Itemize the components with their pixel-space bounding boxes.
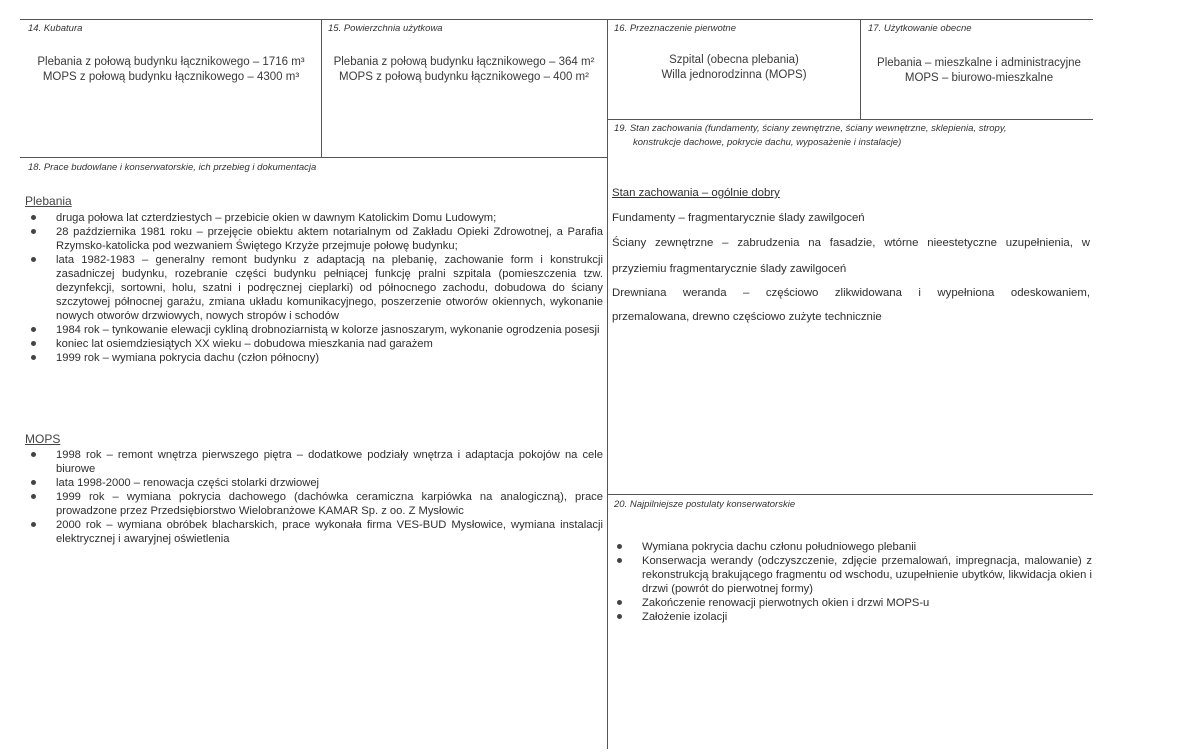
list-item: 28 października 1981 roku – przejęcie obiektu aktem notarialnym od Zakładu Opieki Zdrowotnej, a Parafia Rzymsko-katolicka pod wezwaniem Świętego Krzyże przejmuje połowę budynku; xyxy=(25,225,603,253)
field-19-caption-1: 19. Stan zachowania (fundamenty, ściany zewnętrzne, ściany wewnętrzne, sklepienia, stropy, xyxy=(614,123,1007,134)
field-19-caption-2: konstrukcje dachowe, pokrycie dachu, wyposażenie i instalacje) xyxy=(633,137,902,148)
list-item: druga połowa lat czterdziestych – przebicie okien w dawnym Katolickim Domu Ludowym; xyxy=(25,211,603,225)
row1-divider-left xyxy=(20,157,607,158)
mops-list xyxy=(25,448,603,546)
plebania-heading: Plebania xyxy=(25,194,72,208)
list-item: lata 1982-1983 – generalny remont budynku z adaptacją na plebanię, zachowanie form i konstrukcji zasadniczej budynku, rozebranie części budynku pełniącej funkcję pralni szpitala (pomieszczenia tzw. dezynfekcji, sortowni, holu, szatni i podręcznej cieplarki) od północnego zachodu, dobudowa do ściany szczytowej północnej garażu, zmiana układu komunikacyjnego, poszerzenie otworów okiennych, wykonanie nowych otworów drzwiowych, nowych stropów i schodów xyxy=(25,253,603,323)
col-divider-main xyxy=(607,19,608,749)
field-14-content xyxy=(22,55,320,85)
field-16-line-1: Szpital (obecna plebania) xyxy=(669,54,799,66)
field-20-divider xyxy=(607,494,1093,495)
field-15-line-1: Plebania z połową budynku łącznikowego – 364 m² xyxy=(333,56,595,68)
postulaty-list xyxy=(611,540,1092,624)
mops-heading: MOPS xyxy=(25,432,61,446)
list-item: 1998 rok – remont wnętrza pierwszego piętra – dodatkowe podziały wnętrza i adaptacja pokojów na cele biurowe xyxy=(25,448,603,476)
field-17-content xyxy=(862,56,1096,86)
field-20-caption: 20. Najpilniejsze postulaty konserwatorskie xyxy=(614,499,796,510)
field-16-caption: 16. Przeznaczenie pierwotne xyxy=(614,23,736,34)
field-14-line-2: MOPS z połową budynku łącznikowego – 4300 m³ xyxy=(42,71,300,83)
plebania-list xyxy=(25,211,603,365)
list-item: Wymiana pokrycia dachu członu południowego plebanii xyxy=(611,540,1092,554)
col-divider-14-15 xyxy=(321,19,322,157)
field-19-line-3b: przemalowana, drewno częściowo zużyte technicznie xyxy=(612,311,882,323)
list-item: koniec lat osiemdziesiątych XX wieku – dobudowa mieszkania nad garażem xyxy=(25,337,603,351)
col-divider-16-17 xyxy=(860,19,861,119)
field-15-caption: 15. Powierzchnia użytkowa xyxy=(328,23,443,34)
field-15-content xyxy=(323,55,605,85)
list-item: Założenie izolacji xyxy=(611,610,1092,624)
field-14-line-1: Plebania z połową budynku łącznikowego – 1716 m³ xyxy=(37,56,305,68)
field-19-heading: Stan zachowania – ogólnie dobry xyxy=(612,187,780,199)
list-item: 2000 rok – wymiana obróbek blacharskich, prace wykonała firma VES-BUD Mysłowice, wymiana instalacji elektrycznej i awaryjnej oświetlenia xyxy=(25,518,603,546)
field-19-line-1: Fundamenty – fragmentarycznie ślady zawilgoceń xyxy=(612,212,865,224)
list-item: Konserwacja werandy (odczyszczenie, zdjęcie przemalowań, impregnacja, malowanie) z rekonstrukcją brakującego fragmentu od wschodu, uzupełnienie ubytków, likwidacja okien i drzwi (powrót do pierwotnej formy) xyxy=(611,554,1092,596)
row1-divider-right xyxy=(607,119,1093,120)
field-19-line-2b: przyziemiu fragmentarycznie ślady zawilgoceń xyxy=(612,263,847,275)
list-item: 1999 rok – wymiana pokrycia dachu (człon północny) xyxy=(25,351,603,365)
field-15-line-2: MOPS z połową budynku łącznikowego – 400 m² xyxy=(339,71,589,83)
list-item: lata 1998-2000 – renowacja części stolarki drzwiowej xyxy=(25,476,603,490)
top-border xyxy=(20,19,1093,20)
field-18-caption: 18. Prace budowlane i konserwatorskie, ich przebieg i dokumentacja xyxy=(28,162,317,173)
field-17-line-1: Plebania – mieszkalne i administracyjne xyxy=(877,57,1081,69)
field-14-caption: 14. Kubatura xyxy=(28,23,83,34)
list-item: 1984 rok – tynkowanie elewacji cykliną drobnoziarnistą w kolorze jasnoszarym, wykonanie ogrodzenia posesji xyxy=(25,323,603,337)
list-item: Zakończenie renowacji pierwotnych okien i drzwi MOPS-u xyxy=(611,596,1092,610)
field-16-line-2: Willa jednorodzinna (MOPS) xyxy=(661,69,807,81)
list-item: 1999 rok – wymiana pokrycia dachowego (dachówka ceramiczna karpiówka na analogiczną), prace prowadzone przez Przedsiębiorstwo Wielobranżowe KAMAR Sp. z oo. Z Mysłowic xyxy=(25,490,603,518)
field-19-line-2a: Ściany zewnętrzne – zabrudzenia na fasadzie, wtórne nieestetyczne uzupełnienia, w xyxy=(612,237,1090,249)
field-19-line-3a: Drewniana weranda – częściowo zlikwidowana i wypełniona odeskowaniem, xyxy=(612,287,1090,299)
field-17-line-2: MOPS – biurowo-mieszkalne xyxy=(904,72,1054,84)
field-17-caption: 17. Użytkowanie obecne xyxy=(868,23,972,34)
field-16-content xyxy=(609,53,859,83)
